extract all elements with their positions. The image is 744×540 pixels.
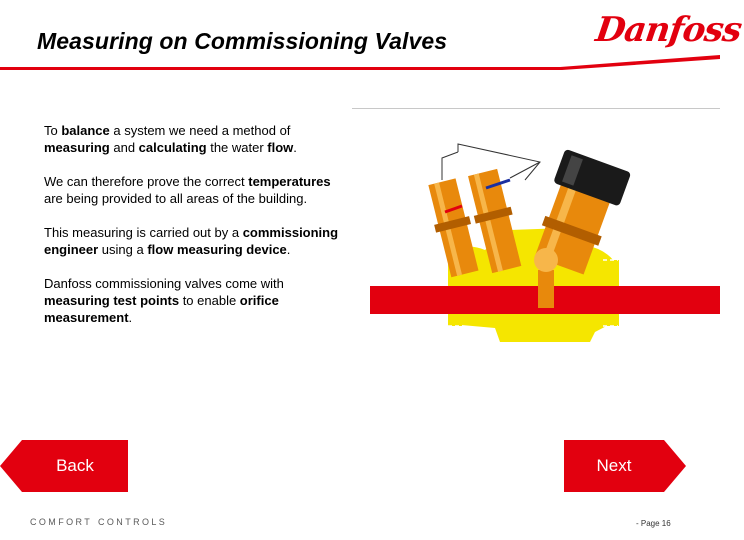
page-number: - Page 16: [636, 519, 671, 528]
emphasis-text: balance: [61, 123, 110, 138]
body-text-run: the water: [206, 140, 268, 155]
valve-cutaway-illustration: [350, 110, 720, 360]
body-text-run: .: [286, 242, 291, 257]
body-text-run: and: [109, 140, 139, 155]
body-text-run: .: [293, 140, 297, 155]
emphasis-text: measuring: [44, 140, 110, 155]
paragraph-balance: [44, 122, 339, 156]
paragraph-test-points: [44, 275, 339, 326]
body-text-run: This measuring is carried out by a: [44, 225, 243, 240]
emphasis-text: temperatures: [248, 174, 331, 189]
body-text-run: to enable: [179, 293, 240, 308]
paragraph-commissioning-engineer: [44, 224, 339, 258]
body-text: [44, 122, 339, 343]
next-button[interactable]: [564, 440, 664, 492]
paragraph-temperatures: [44, 173, 339, 207]
body-text-run: .: [128, 310, 133, 325]
divider-line: [352, 108, 720, 109]
body-text-run: using a: [98, 242, 148, 257]
body-text-run: We can therefore prove the correct: [44, 174, 249, 189]
footer-comfort: COMFORT: [30, 517, 93, 527]
emphasis-text: calculating: [138, 140, 207, 155]
emphasis-text: flow measuring device: [147, 242, 287, 257]
next-button-label: Next: [596, 456, 632, 475]
emphasis-text: measuring test points: [44, 293, 180, 308]
back-button-label: Back: [56, 456, 94, 475]
body-text-run: a system we need a method of: [109, 123, 291, 138]
footer-controls: CONTROLS: [98, 517, 168, 527]
title-underline: [0, 0, 720, 100]
back-button[interactable]: [22, 440, 128, 492]
emphasis-text: orifice measurement: [44, 293, 279, 325]
emphasis-text: commissioning engineer: [44, 225, 339, 257]
body-text-run: To: [44, 123, 62, 138]
page-title: Measuring on Commissioning Valves: [37, 28, 448, 54]
body-text-run: are being provided to all areas of the building.: [44, 191, 308, 206]
body-text-run: Danfoss commissioning valves come with: [44, 276, 284, 291]
emphasis-text: flow: [267, 140, 294, 155]
danfoss-logo: Danfoss: [593, 10, 744, 50]
